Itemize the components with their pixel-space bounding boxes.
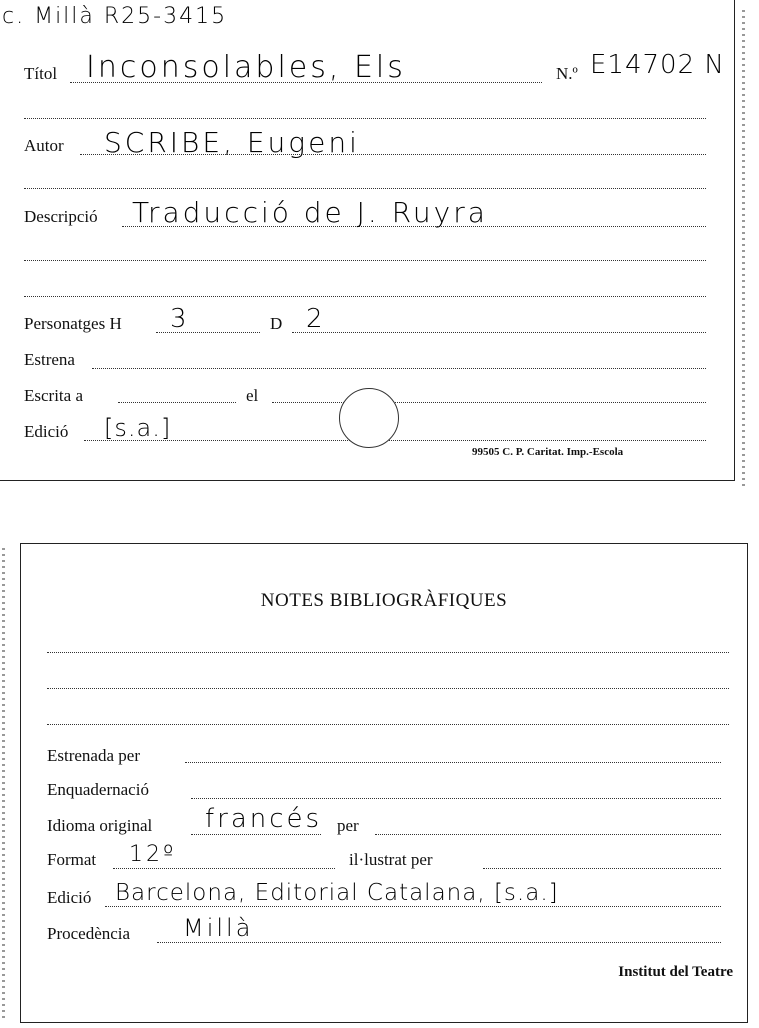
author-value: SCRIBE, Eugeni (104, 126, 360, 159)
call-number: c. Millà R25-3415 (2, 4, 228, 29)
edition-value: [s.a.] (104, 414, 172, 442)
premiered-by-line (185, 762, 721, 763)
characters-h-value: 3 (170, 304, 190, 334)
per-label: per (337, 816, 359, 835)
format-line (113, 868, 335, 869)
number-value: E14702 N (590, 50, 725, 80)
format-value: 12º (129, 842, 177, 867)
notes-line-2 (47, 688, 729, 689)
edition-value-2: Barcelona, Editorial Catalana, [s.a.] (115, 880, 559, 906)
description-label: Descripció (24, 207, 98, 226)
illustrated-label: il·lustrat per (349, 850, 433, 869)
description-line-2 (24, 260, 706, 261)
edition-label-2: Edició (47, 888, 92, 907)
characters-d-value: 2 (306, 304, 326, 334)
premiere-line (92, 368, 706, 369)
written-label: Escrita a (24, 386, 83, 405)
illustrated-line (483, 868, 721, 869)
original-language-label: Idioma original (47, 816, 153, 835)
description-value: Traducció de J. Ruyra (132, 196, 488, 229)
characters-d-line (292, 332, 706, 333)
per-line (375, 834, 721, 835)
title-line-2 (24, 118, 706, 119)
institution-name: Institut del Teatre (618, 964, 733, 980)
characters-d-label: D (270, 314, 283, 333)
characters-label: Personatges H (24, 314, 122, 333)
scan-edge-right (742, 10, 745, 490)
title-value: Inconsolables, Els (86, 50, 406, 85)
author-label: Autor (24, 136, 64, 155)
origin-label: Procedència (47, 924, 131, 943)
number-label: N.º (556, 64, 578, 83)
author-line-2 (24, 188, 706, 189)
origin-line (157, 942, 721, 943)
premiered-by-label: Estrenada per (47, 746, 140, 765)
catalog-card-front (0, 0, 735, 481)
printer-imprint: 99505 C. P. Caritat. Imp.-Escola (472, 446, 624, 458)
punch-hole (339, 388, 399, 448)
scan-edge-left (2, 548, 5, 1018)
binding-label: Enquadernació (47, 780, 149, 799)
premiere-label: Estrena (24, 350, 75, 369)
catalog-card-back (20, 543, 748, 1023)
edition-line-2 (105, 906, 721, 907)
notes-heading: NOTES BIBLIOGRÀFIQUES (260, 590, 508, 611)
binding-line (191, 798, 721, 799)
format-label: Format (47, 850, 97, 869)
written-el-label: el (246, 386, 259, 405)
edition-line (84, 440, 706, 441)
edition-label: Edició (24, 422, 69, 441)
notes-line-1 (47, 652, 729, 653)
original-language-value: francés (205, 804, 323, 834)
original-language-line (191, 834, 321, 835)
description-line-3 (24, 296, 706, 297)
written-place-line (118, 402, 236, 403)
title-label: Títol (24, 64, 58, 83)
origin-value: Millà (183, 914, 254, 942)
notes-line-3 (47, 724, 729, 725)
written-date-line (272, 402, 706, 403)
